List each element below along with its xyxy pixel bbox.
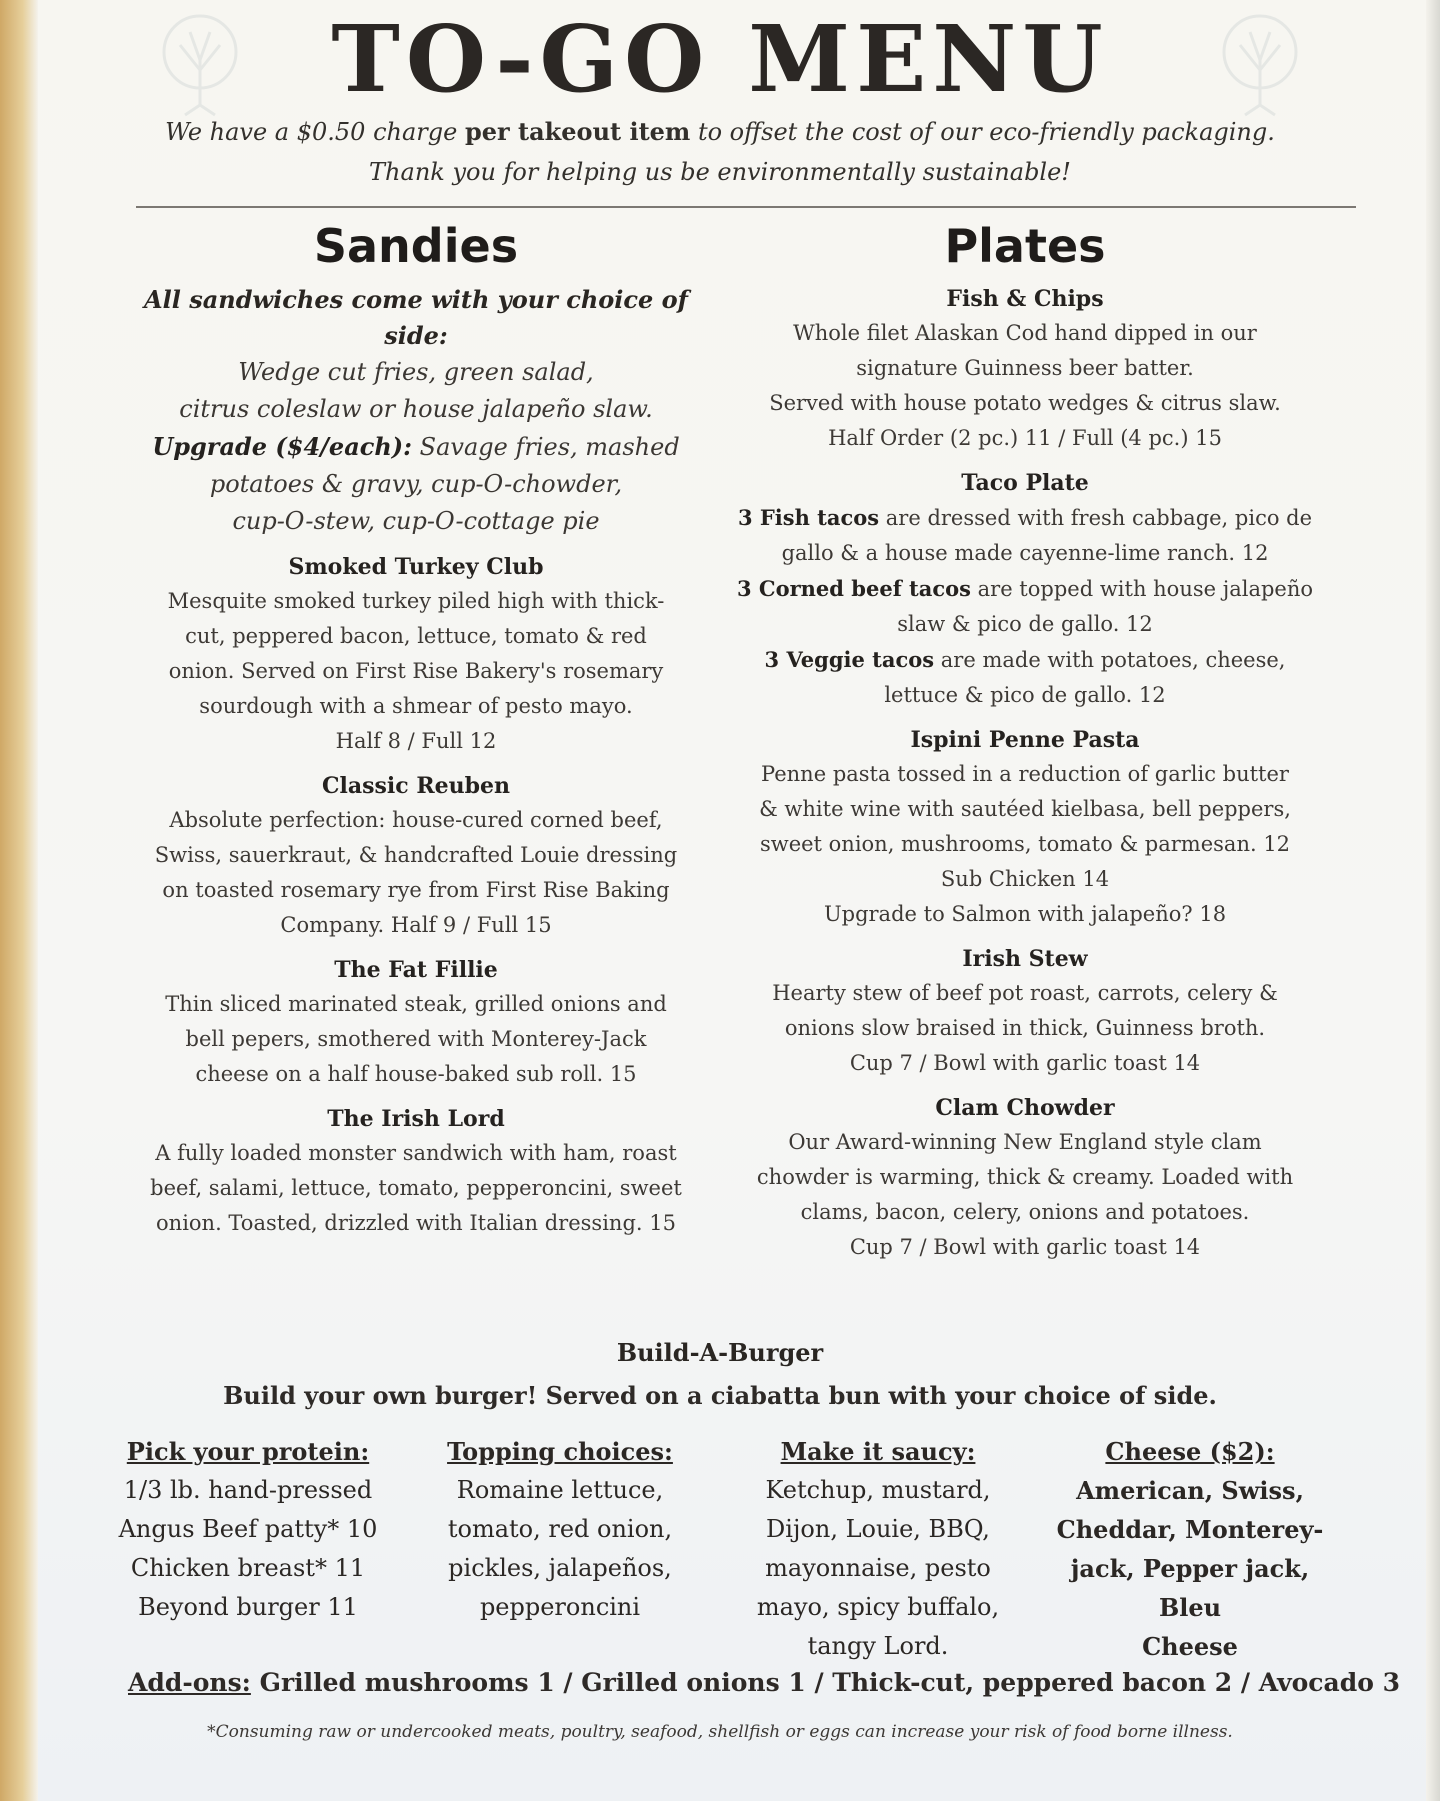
- menu-item-line: Absolute perfection: house-cured corned beef,: [169, 808, 663, 832]
- menu-item-line: [720, 500, 1330, 536]
- menu-item-line: A fully loaded monster sandwich with ham, roast: [155, 1141, 677, 1165]
- sandies-intro-heading: All sandwiches come with your choice of side:: [144, 285, 688, 350]
- menu-item-price: Half Order (2 pc.) 11 / Full (4 pc.) 15: [828, 426, 1222, 450]
- menu-item-line: cut, peppered bacon, lettuce, tomato & red: [185, 624, 647, 648]
- menu-item-line: Penne pasta tossed in a reduction of garlic butter: [761, 762, 1289, 786]
- cheese-column: [1040, 1432, 1340, 1666]
- notice-bold: per takeout item: [464, 117, 691, 146]
- takeout-notice: [0, 112, 1440, 192]
- build-a-burger-section: [0, 1335, 1440, 1415]
- menu-item-line: cheese on a half house-baked sub roll. 15: [195, 1062, 637, 1086]
- page-edge-right: [1426, 0, 1440, 1801]
- menu-item-line: Served with house potato wedges & citrus slaw.: [769, 391, 1281, 415]
- menu-item-line: Whole filet Alaskan Cod hand dipped in our: [793, 321, 1257, 345]
- menu-item-name: Clam Chowder: [935, 1095, 1115, 1121]
- menu-item-line: clams, bacon, celery, onions and potatoes.: [800, 1200, 1250, 1224]
- menu-item: [720, 282, 1330, 456]
- burger-title: Build-A-Burger: [616, 1338, 824, 1367]
- section-heading-plates: Plates: [944, 219, 1106, 273]
- menu-item-line: Sub Chicken 14: [940, 867, 1110, 891]
- menu-item: [720, 466, 1330, 713]
- menu-item-line: Swiss, sauerkraut, & handcrafted Louie dressing: [154, 843, 678, 867]
- sandies-section: [118, 216, 714, 1241]
- taco-option-name: 3 Fish tacos: [737, 505, 880, 530]
- menu-item-line: onion. Served on First Rise Bakery's rosemary: [168, 659, 664, 683]
- taco-option-text: are made with potatoes, cheese,: [934, 648, 1286, 672]
- menu-item-line: onions slow braised in thick, Guinness broth.: [784, 1016, 1266, 1040]
- taco-option-name: 3 Corned beef tacos: [736, 576, 971, 601]
- menu-item: [720, 723, 1330, 932]
- menu-item: [720, 1091, 1330, 1265]
- menu-item-line: & white wine with sautéed kielbasa, bell peppers,: [759, 797, 1291, 821]
- menu-item-line: sourdough with a shmear of pesto mayo.: [199, 694, 633, 718]
- protein-line: Beyond burger 11: [138, 1593, 358, 1621]
- addons-label: Add-ons:: [128, 1668, 251, 1697]
- sandies-upgrade-line: potatoes & gravy, cup-O-chowder,: [209, 470, 623, 498]
- sandies-upgrade-line: cup-O-stew, cup-O-cottage pie: [232, 507, 600, 535]
- menu-item-line: beef, salami, lettuce, tomato, pepperoncini, sweet: [150, 1176, 682, 1200]
- plates-section: [720, 216, 1330, 1265]
- cheese-line: Cheddar, Monterey-: [1056, 1515, 1324, 1544]
- menu-item-name: Irish Stew: [962, 946, 1088, 972]
- menu-item-line: Thin sliced marinated steak, grilled onions and: [165, 992, 667, 1016]
- menu-item-line: Upgrade to Salmon with jalapeño? 18: [823, 902, 1227, 926]
- menu-item-line: [720, 571, 1330, 607]
- notice-text: We have a $0.50 charge: [165, 118, 465, 146]
- upgrade-label: Upgrade ($4/each):: [152, 432, 413, 461]
- menu-item-price: Cup 7 / Bowl with garlic toast 14: [849, 1051, 1201, 1075]
- menu-item-line: on toasted rosemary rye from First Rise Baking: [162, 878, 670, 902]
- sandies-intro-line: Wedge cut fries, green salad,: [238, 358, 594, 386]
- menu-item-price: Company. Half 9 / Full 15: [280, 913, 552, 937]
- burger-subtitle: Build your own burger! Served on a ciabatta bun with your choice of side.: [223, 1381, 1217, 1410]
- sauces-line: Dijon, Louie, BBQ,: [766, 1515, 990, 1543]
- notice-line-1: [0, 112, 1440, 152]
- addons-line: [128, 1664, 1400, 1702]
- toppings-line: tomato, red onion,: [447, 1515, 673, 1543]
- toppings-line: pepperoncini: [479, 1593, 641, 1621]
- menu-item-line: [720, 642, 1330, 678]
- toppings-line: pickles, jalapeños,: [448, 1554, 672, 1582]
- protein-line: Angus Beef patty* 10: [118, 1515, 378, 1543]
- divider: [136, 206, 1356, 208]
- taco-option-text: are dressed with fresh cabbage, pico de: [879, 506, 1313, 530]
- menu-item-name: Classic Reuben: [322, 773, 510, 799]
- menu-item: [118, 953, 714, 1092]
- menu-item-line: lettuce & pico de gallo. 12: [884, 683, 1166, 707]
- taco-option-name: 3 Veggie tacos: [764, 647, 935, 672]
- protein-heading: Pick your protein:: [126, 1437, 370, 1466]
- protein-line: Chicken breast* 11: [130, 1554, 366, 1582]
- page-edge-left: [0, 0, 38, 1801]
- sauces-heading: Make it saucy:: [780, 1437, 976, 1466]
- addons-text: Grilled mushrooms 1 / Grilled onions 1 / Thick-cut, peppered bacon 2 / Avocado 3: [250, 1668, 1400, 1697]
- protein-line: 1/3 lb. hand-pressed: [123, 1476, 373, 1504]
- menu-item-line: slaw & pico de gallo. 12: [897, 612, 1153, 636]
- cheese-line: Cheese: [1142, 1632, 1238, 1661]
- taco-option-text: are topped with house jalapeño: [970, 577, 1314, 601]
- menu-item-price: Cup 7 / Bowl with garlic toast 14: [849, 1235, 1201, 1259]
- menu-item-line: Hearty stew of beef pot roast, carrots, celery &: [772, 981, 1278, 1005]
- menu-item-line: Our Award-winning New England style clam: [788, 1130, 1262, 1154]
- menu-item: [118, 550, 714, 759]
- menu-item-line: sweet onion, mushrooms, tomato & parmesan. 12: [759, 832, 1291, 856]
- menu-item-name: The Fat Fillie: [334, 957, 498, 983]
- section-heading-sandies: Sandies: [313, 219, 519, 273]
- menu-item-line: onion. Toasted, drizzled with Italian dressing. 15: [156, 1211, 676, 1235]
- menu-item-name: Taco Plate: [961, 470, 1089, 496]
- menu-item-name: Fish & Chips: [946, 286, 1104, 312]
- menu-item-name: Smoked Turkey Club: [288, 554, 544, 580]
- cheese-line: American, Swiss,: [1076, 1476, 1304, 1505]
- upgrade-text: Savage fries, mashed: [412, 433, 680, 461]
- cheese-heading: Cheese ($2):: [1105, 1437, 1275, 1466]
- food-safety-footnote: *Consuming raw or undercooked meats, poultry, seafood, shellfish or eggs can increase your risk of food borne illness.: [207, 1722, 1233, 1742]
- menu-item-price: Half 8 / Full 12: [335, 729, 497, 753]
- menu-item-name: Ispini Penne Pasta: [910, 727, 1140, 753]
- sandies-intro-line: citrus coleslaw or house jalapeño slaw.: [179, 395, 653, 423]
- cheese-line: jack, Pepper jack, Bleu: [1070, 1554, 1310, 1622]
- menu-item: [118, 1102, 714, 1241]
- notice-text: to offset the cost of our eco-friendly packaging.: [690, 118, 1275, 146]
- menu-item-line: chowder is warming, thick & creamy. Loaded with: [756, 1165, 1294, 1189]
- sauces-line: Ketchup, mustard,: [765, 1476, 991, 1504]
- toppings-line: Romaine lettuce,: [456, 1476, 664, 1504]
- protein-column: [118, 1432, 378, 1627]
- menu-item-line: signature Guinness beer batter.: [856, 356, 1194, 380]
- menu-item-line: Mesquite smoked turkey piled high with thick-: [167, 589, 665, 613]
- notice-line-2: Thank you for helping us be environmentally sustainable!: [369, 158, 1071, 186]
- sauces-line: mayo, spicy buffalo,: [756, 1593, 1000, 1621]
- sauces-column: [738, 1432, 1018, 1666]
- menu-item-line: bell pepers, smothered with Monterey-Jack: [185, 1027, 647, 1051]
- menu-item-name: The Irish Lord: [327, 1106, 505, 1132]
- menu-item: [720, 942, 1330, 1081]
- toppings-heading: Topping choices:: [447, 1437, 673, 1466]
- sandies-upgrade-line: [118, 428, 714, 466]
- toppings-column: [430, 1432, 690, 1627]
- menu-item-line: gallo & a house made cayenne-lime ranch. 12: [781, 541, 1269, 565]
- sauces-line: tangy Lord.: [807, 1632, 949, 1660]
- menu-item: [118, 769, 714, 943]
- page-title: TO-GO MENU: [331, 5, 1109, 113]
- sauces-line: mayonnaise, pesto: [765, 1554, 991, 1582]
